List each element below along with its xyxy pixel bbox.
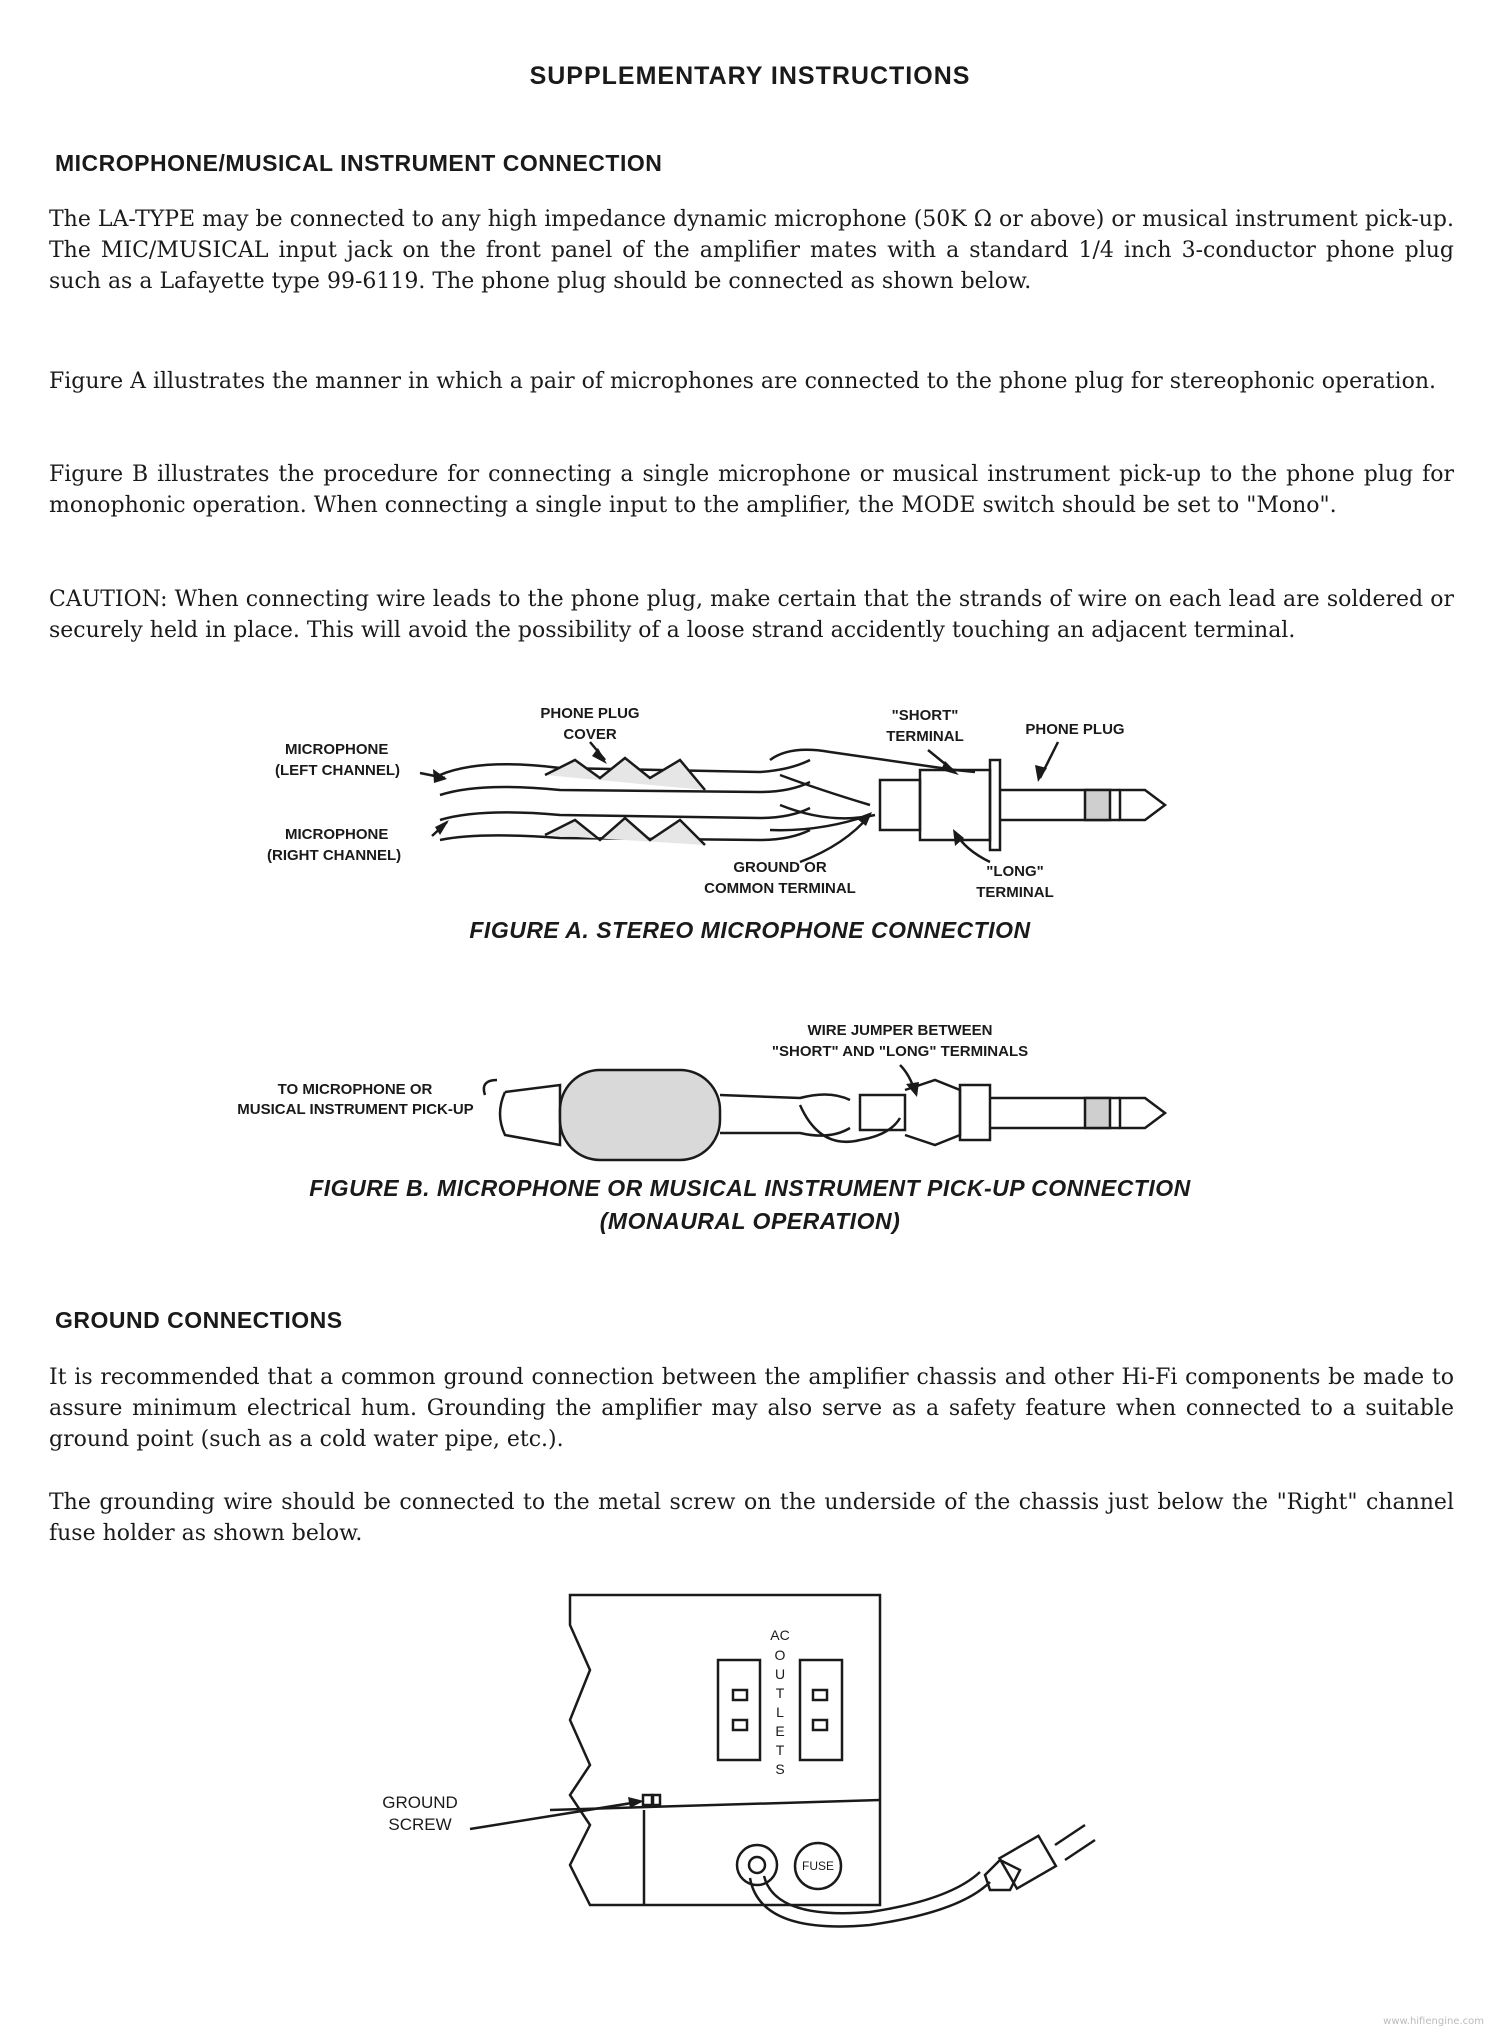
label-mic-right-1: MICROPHONE <box>285 826 389 843</box>
figure-b-caption-1: FIGURE B. MICROPHONE OR MUSICAL INSTRUMENT PICK-UP CONNECTION <box>309 1175 1191 1201</box>
label-jumper-2: "SHORT" AND "LONG" TERMINALS <box>771 1043 1029 1060</box>
label-mic-right-2: (RIGHT CHANNEL) <box>267 847 402 864</box>
label-fuse: FUSE <box>801 1859 834 1873</box>
label-cover-2: COVER <box>563 726 617 743</box>
label-ground-2: COMMON TERMINAL <box>704 880 856 897</box>
section-heading-mic: MICROPHONE/MUSICAL INSTRUMENT CONNECTION <box>55 150 663 176</box>
label-outlets-t2: T <box>775 1742 785 1758</box>
section-heading-ground: GROUND CONNECTIONS <box>55 1307 343 1333</box>
label-ground-1: GROUND OR <box>733 859 827 876</box>
label-mic-left-1: MICROPHONE <box>285 741 389 758</box>
label-long-2: TERMINAL <box>976 884 1054 901</box>
label-to-mic-2: MUSICAL INSTRUMENT PICK-UP <box>237 1101 474 1118</box>
label-cover-1: PHONE PLUG <box>540 705 640 722</box>
figure-a-caption: FIGURE A. STEREO MICROPHONE CONNECTION <box>469 917 1031 943</box>
label-mic-left-2: (LEFT CHANNEL) <box>275 762 400 779</box>
label-ac: AC <box>770 1627 790 1643</box>
label-outlets-e: E <box>775 1723 785 1739</box>
label-outlets-o: O <box>774 1647 786 1663</box>
paragraph-ground-1: It is recommended that a common ground connection between the amplifier chassis and other Hi-Fi components be made to assure minimum electrical hum. Grounding the amplifier may also serve as a safety feature when connected to a suitable ground point (such as a cold water pipe, etc.). <box>49 1365 1454 1452</box>
label-outlets-s: S <box>775 1761 785 1777</box>
watermark: www.hifiengine.com <box>1383 2016 1484 2027</box>
label-outlets-t: T <box>775 1685 785 1701</box>
paragraph-figure-a: Figure A illustrates the manner in which a pair of microphones are connected to the phone plug for stereophonic operation. <box>49 369 1436 394</box>
paragraph-caution: CAUTION: When connecting wire leads to the phone plug, make certain that the strands of wire on each lead are soldered or securely held in place. This will avoid the possibility of a loose strand accidently touching an adjacent terminal. <box>49 587 1454 643</box>
label-jumper-1: WIRE JUMPER BETWEEN <box>807 1022 993 1039</box>
label-outlets-u: U <box>774 1666 786 1682</box>
label-phone-plug: PHONE PLUG <box>1025 721 1125 738</box>
figure-b-caption-2: (MONAURAL OPERATION) <box>599 1208 901 1234</box>
paragraph-figure-b: Figure B illustrates the procedure for connecting a single microphone or musical instrument pick-up to the phone plug for monophonic operation. When connecting a single input to the amplifier, the MODE switch should be set to "Mono". <box>49 462 1454 518</box>
paragraph-intro: The LA-TYPE may be connected to any high impedance dynamic microphone (50K Ω or above) or musical instrument pick-up. The MIC/MUSICAL input jack on the front panel of the amplifier mates with a standard 1/4 inch 3-conductor phone plug such as a Lafayette type 99-6119. The phone plug should be connected as shown below. <box>49 207 1454 294</box>
label-to-mic-1: TO MICROPHONE OR <box>277 1081 433 1098</box>
label-long-1: "LONG" <box>986 863 1044 880</box>
paragraph-ground-2: The grounding wire should be connected to the metal screw on the underside of the chassis just below the "Right" channel fuse holder as shown below. <box>49 1490 1454 1546</box>
page-title: SUPPLEMENTARY INSTRUCTIONS <box>529 62 971 90</box>
label-short-1: "SHORT" <box>891 707 959 724</box>
label-outlets-l: L <box>776 1704 784 1720</box>
label-short-2: TERMINAL <box>886 728 964 745</box>
label-ground-screw-1: GROUND <box>382 1793 458 1812</box>
label-ground-screw-2: SCREW <box>388 1815 452 1834</box>
